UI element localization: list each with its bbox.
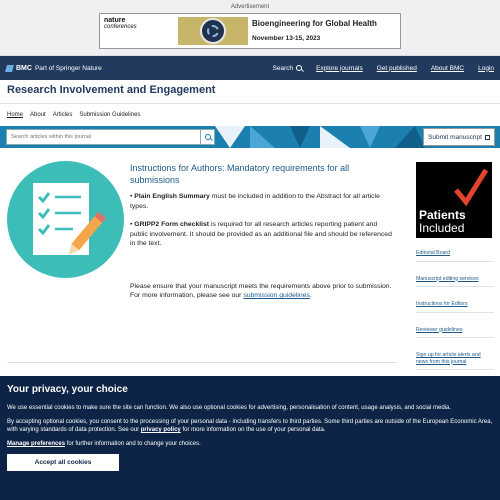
- login-link[interactable]: Login: [478, 64, 494, 72]
- cookie-text-1: We use essential cookies to make sure the site can function. We also use optional cookies for advertising, personalisation of content, usage analysis, and social media.: [7, 405, 452, 411]
- ad-date: November 13-15, 2023: [252, 35, 321, 42]
- cookie-consent-banner: [0, 376, 500, 500]
- nav-search-button[interactable]: Search: [273, 65, 303, 72]
- about-bmc-link[interactable]: About BMC: [430, 64, 465, 72]
- nature-conferences-logo: nature conferences: [104, 17, 137, 30]
- ad-banner[interactable]: [99, 13, 401, 49]
- checkmark-icon: [416, 162, 492, 208]
- requirement-plain-english: • Plain English Summary must be included in addition to the Abstract for all article types.: [130, 193, 380, 210]
- subnav-about[interactable]: About: [30, 112, 46, 118]
- journal-header: [0, 80, 500, 104]
- patients-included-badge[interactable]: Patients Included: [416, 162, 492, 238]
- subnav-home[interactable]: Home: [7, 112, 24, 118]
- search-band: [0, 126, 500, 148]
- cookie-text-3: Manage preferences for further information and to change your choices.: [7, 441, 201, 447]
- top-navigation: [0, 56, 500, 80]
- journal-search-button[interactable]: [200, 130, 214, 144]
- submit-manuscript-button[interactable]: Submit manuscript: [423, 128, 495, 146]
- requirement-gripp2: • GRIPP2 Form checklist is required for all research articles reporting patient and public involvement. It should be provided as an additional file and should be referenced in the text.: [130, 221, 392, 247]
- search-icon: [296, 65, 302, 71]
- ad-label: Advertisement: [230, 4, 270, 10]
- sidebar-link-article-alerts[interactable]: Sign up for article alerts and news from this journal: [416, 348, 494, 370]
- sidebar-link-manuscript-editing[interactable]: Manuscript editing services: [416, 272, 494, 288]
- journal-title[interactable]: Research Involvement and Engagement: [7, 84, 216, 96]
- instructions-content: [130, 162, 392, 310]
- get-published-link[interactable]: Get published: [376, 64, 417, 72]
- sidebar-link-editorial-board[interactable]: Editorial Board: [416, 246, 494, 262]
- journal-search: [6, 129, 215, 145]
- subnav-submission-guidelines[interactable]: Submission Guidelines: [79, 112, 141, 118]
- submission-guidelines-link[interactable]: submission guidelines: [243, 292, 310, 299]
- explore-journals-link[interactable]: Explore journals: [316, 64, 363, 72]
- journal-search-input[interactable]: [7, 130, 200, 144]
- cookie-text-2: By accepting optional cookies, you consent to the processing of your personal data - including transfers to third parties. Some third parties are outside of the European Economic Area, with varying standards of data protection. See our privacy policy for more information on the use of your personal data.: [7, 419, 493, 433]
- bmc-logo-icon: [5, 65, 14, 72]
- privacy-policy-link[interactable]: privacy policy: [140, 427, 181, 433]
- checklist-icon: [7, 161, 124, 278]
- submission-note: Please ensure that your manuscript meets the requirements above prior to submission. For more information, please see our submission guidelines.: [130, 282, 392, 299]
- sidebar: [416, 162, 494, 383]
- ad-title: Bioengineering for Global Health: [252, 19, 377, 28]
- search-icon: [205, 134, 211, 140]
- manage-preferences-link[interactable]: Manage preferences: [7, 441, 66, 447]
- journal-subnav: [0, 104, 500, 126]
- sidebar-link-instructions-editors[interactable]: Instructions for Editors: [416, 297, 494, 313]
- globe-image: [178, 17, 248, 45]
- checklist-illustration: [7, 161, 124, 278]
- advertisement-bar: [0, 0, 500, 56]
- subnav-articles[interactable]: Articles: [52, 112, 73, 118]
- cookie-title: Your privacy, your choice: [7, 384, 128, 395]
- bmc-logo[interactable]: BMC Part of Springer Nature: [6, 65, 102, 72]
- external-link-icon: [485, 135, 490, 140]
- sidebar-link-reviewer-guidelines[interactable]: Reviewer guidelines: [416, 323, 494, 339]
- accept-all-cookies-button[interactable]: Accept all cookies: [7, 454, 119, 471]
- divider: [7, 362, 397, 363]
- instructions-heading: Instructions for Authors: Mandatory requirements for all submissions: [130, 163, 350, 185]
